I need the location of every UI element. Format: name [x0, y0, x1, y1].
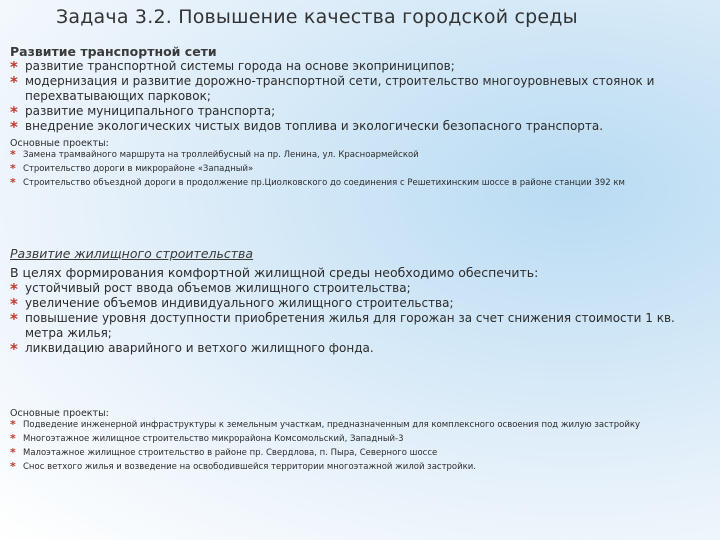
list-item: * Малоэтажное жилищное строительство в районе пр. Свердлова, п. Пыра, Северного шоссе [10, 446, 438, 459]
bullet-star-icon: * [10, 460, 16, 473]
bullet-star-icon: * [10, 295, 18, 313]
housing-intro: В целях формирования комфортной жилищной среды необходимо обеспечить: [10, 265, 539, 280]
list-item: * развитие муниципального транспорта; [10, 103, 276, 121]
housing-projects-section [10, 408, 706, 476]
transport-projects-heading: Основные проекты: [10, 138, 109, 149]
list-item: * увеличение объемов индивидуального жилищного строительства; [10, 295, 454, 313]
bullet-star-icon: * [10, 103, 18, 121]
housing-projects-heading: Основные проекты: [10, 408, 109, 419]
list-item: * Строительство объездной дороги в продолжение пр.Циолковского до соединения с Решетихинским шоссе в районе станции 392 км [10, 176, 625, 189]
bullet-star-icon: * [10, 432, 16, 445]
bullet-star-icon: * [10, 340, 18, 358]
housing-list [10, 281, 706, 356]
bullet-star-icon: * [10, 418, 16, 431]
bullet-star-icon: * [10, 176, 16, 189]
list-item: * модернизация и развитие дорожно-транспортной сети, строительство многоуровневых стоянок и перехватывающих парковок; [10, 73, 655, 103]
bullet-star-icon: * [10, 118, 18, 136]
list-item: * Строительство дороги в микрорайоне «Западный» [10, 162, 254, 175]
list-item: * внедрение экологических чистых видов топлива и экологически безопасного транспорта. [10, 118, 604, 136]
list-item: * устойчивый рост ввода объемов жилищного строительства; [10, 280, 411, 298]
transport-section [10, 44, 706, 192]
list-item: * Подведение инженерной инфраструктуры к земельным участкам, предназначенным для комплексного освоения под жилую застройку [10, 418, 641, 431]
bullet-star-icon: * [10, 280, 18, 298]
bullet-star-icon: * [10, 58, 18, 76]
transport-heading: Развитие транспортной сети [10, 44, 217, 59]
bullet-star-icon: * [10, 148, 16, 161]
transport-list [10, 59, 706, 134]
list-item: * развитие транспортной системы города на основе экоприниципов; [10, 58, 455, 76]
transport-projects-list [10, 150, 706, 189]
bullet-star-icon: * [10, 73, 18, 91]
housing-projects-list [10, 420, 706, 473]
list-item: * Замена трамвайного маршрута на троллейбусный на пр. Ленина, ул. Красноармейской [10, 148, 419, 161]
list-item: * повышение уровня доступности приобретения жилья для горожан за счет снижения стоимости 1 кв. метра жилья; [10, 310, 675, 340]
list-item: * Многоэтажное жилищное строительство микрорайона Комсомольский, Западный-3 [10, 432, 404, 445]
bullet-star-icon: * [10, 310, 18, 328]
bullet-star-icon: * [10, 162, 16, 175]
slide-title: Задача 3.2. Повышение качества городской среды [56, 6, 578, 28]
bullet-star-icon: * [10, 446, 16, 459]
list-item: * Снос ветхого жилья и возведение на освободившейся территории многоэтажной жилой застройки. [10, 460, 477, 473]
housing-section [10, 246, 706, 356]
list-item: * ликвидацию аварийного и ветхого жилищного фонда. [10, 340, 374, 358]
housing-heading: Развитие жилищного строительства [10, 246, 254, 261]
